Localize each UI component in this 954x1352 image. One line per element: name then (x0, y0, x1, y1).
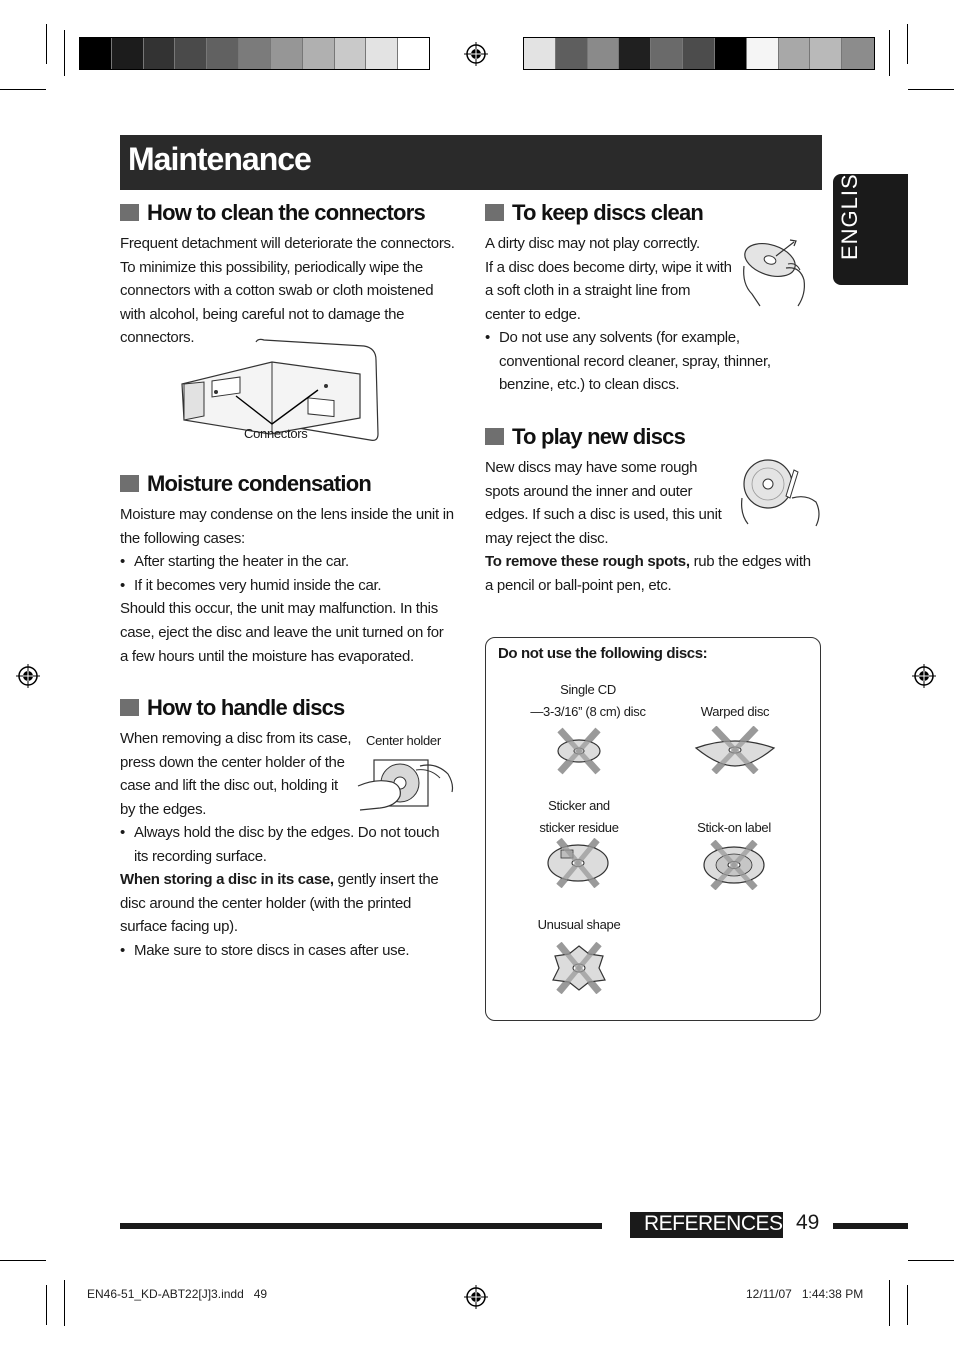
crop-mark (908, 1260, 954, 1261)
language-tab (833, 156, 908, 285)
sticker-residue-crossed-icon (545, 838, 611, 888)
crop-mark (64, 30, 65, 76)
footer-datetime: 12/11/07 1:44:38 PM (746, 1287, 864, 1301)
crop-mark (0, 89, 46, 90)
center-holder-label: Center holder (366, 733, 441, 748)
heading-square-icon (120, 475, 139, 492)
new-discs-intro: New discs may have some rough spots around the inner and outer edges. If such a disc is used, this unit may reject the disc. (485, 459, 722, 547)
list-item: • Do not use any solvents (for example, conventional record cleaner, spray, thinner, benzine, etc.) to clean discs. (485, 326, 820, 397)
calibration-swatches-right (523, 37, 875, 70)
new-discs-heading: To play new discs (485, 424, 685, 450)
handle-discs-body: • Always hold the disc by the edges. Do not touch its recording surface. When storing a disc in its case, gently insert the disc around the center holder (with the printed surface facing up). • Make sure to store discs in cases after use. (120, 821, 455, 963)
pencil-disc-illustration (734, 458, 824, 532)
clean-connectors-body: Frequent detachment will deteriorate the connectors. To minimize this possibility, periodically wipe the connectors with a cotton swab or cloth moistened with alcohol, being careful not to damage the connectors. (120, 235, 455, 347)
crop-mark (64, 1280, 65, 1326)
connectors-label: Connectors (244, 426, 308, 441)
keep-clean-bullet (485, 326, 820, 397)
list-item: • Make sure to store discs in cases after use. (120, 939, 455, 963)
stick-on-label-crossed-icon (701, 840, 767, 890)
crop-mark (907, 24, 908, 64)
page-number: 49 (796, 1211, 820, 1234)
single-cd-label: Single CD —3-3/16” (8 cm) disc (530, 682, 646, 719)
title-bar (120, 135, 822, 190)
list-item: • If it becomes very humid inside the car. (120, 574, 455, 598)
stick-on-label-label: Stick-on label (697, 820, 771, 835)
crop-mark (889, 1280, 890, 1326)
bottom-rule-left (120, 1223, 602, 1229)
heading-square-icon (120, 699, 139, 716)
section-tab (630, 1212, 783, 1238)
moisture-body: Moisture may condense on the lens inside the unit in the following cases: • After starting the heater in the car. • If it becomes very humid inside the car. Should this occur, the unit may malfunction. In this case, eject the disc and leave the unit turned on for a few hours until the moisture has evaporated. (120, 503, 455, 668)
list-item: • After starting the heater in the car. (120, 550, 455, 574)
section-tab-label: REFERENCES (644, 1212, 783, 1235)
list-item: • Always hold the disc by the edges. Do not touch its recording surface. (120, 821, 455, 868)
language-tab-label: ENGLISH (837, 156, 862, 260)
unusual-shape-label: Unusual shape (537, 917, 621, 932)
warped-disc-crossed-icon (692, 726, 778, 774)
moisture-heading: Moisture condensation (120, 471, 371, 497)
registration-mark-icon (464, 42, 488, 66)
registration-mark-icon (464, 1285, 488, 1309)
warped-disc-label: Warped disc (700, 704, 770, 719)
crop-mark (907, 1285, 908, 1325)
wiping-disc-illustration (738, 236, 810, 308)
handle-discs-heading: How to handle discs (120, 695, 345, 721)
footer-file: EN46-51_KD-ABT22[J]3.indd 49 (87, 1287, 268, 1301)
crop-mark (0, 1260, 46, 1261)
keep-clean-intro: A dirty disc may not play correctly. If a disc does become dirty, wipe it with a soft cloth in a straight line from center to edge. (485, 235, 732, 323)
disc-case-hand-illustration (356, 756, 456, 814)
bottom-rule-right (833, 1223, 908, 1229)
heading-square-icon (485, 428, 504, 445)
crop-mark (46, 1285, 47, 1325)
heading-square-icon (485, 204, 504, 221)
registration-mark-icon (912, 664, 936, 688)
keep-clean-heading: To keep discs clean (485, 200, 703, 226)
page-title: Maintenance (128, 141, 311, 177)
heading-square-icon (120, 204, 139, 221)
do-not-use-heading: Do not use the following discs: (498, 645, 708, 662)
crop-mark (46, 24, 47, 64)
crop-mark (908, 89, 954, 90)
handle-discs-intro: When removing a disc from its case, press down the center holder of the case and lift the disc out, holding it by the edges. (120, 730, 352, 818)
new-discs-body: To remove these rough spots, rub the edges with a pencil or ball-point pen, etc. (485, 553, 811, 594)
clean-connectors-heading: How to clean the connectors (120, 200, 425, 226)
unusual-shape-crossed-icon (549, 942, 609, 994)
crop-mark (889, 30, 890, 76)
single-cd-crossed-icon (554, 726, 604, 776)
registration-mark-icon (16, 664, 40, 688)
sticker-residue-label: Sticker and sticker residue (539, 798, 619, 835)
calibration-swatches-left (79, 37, 430, 70)
